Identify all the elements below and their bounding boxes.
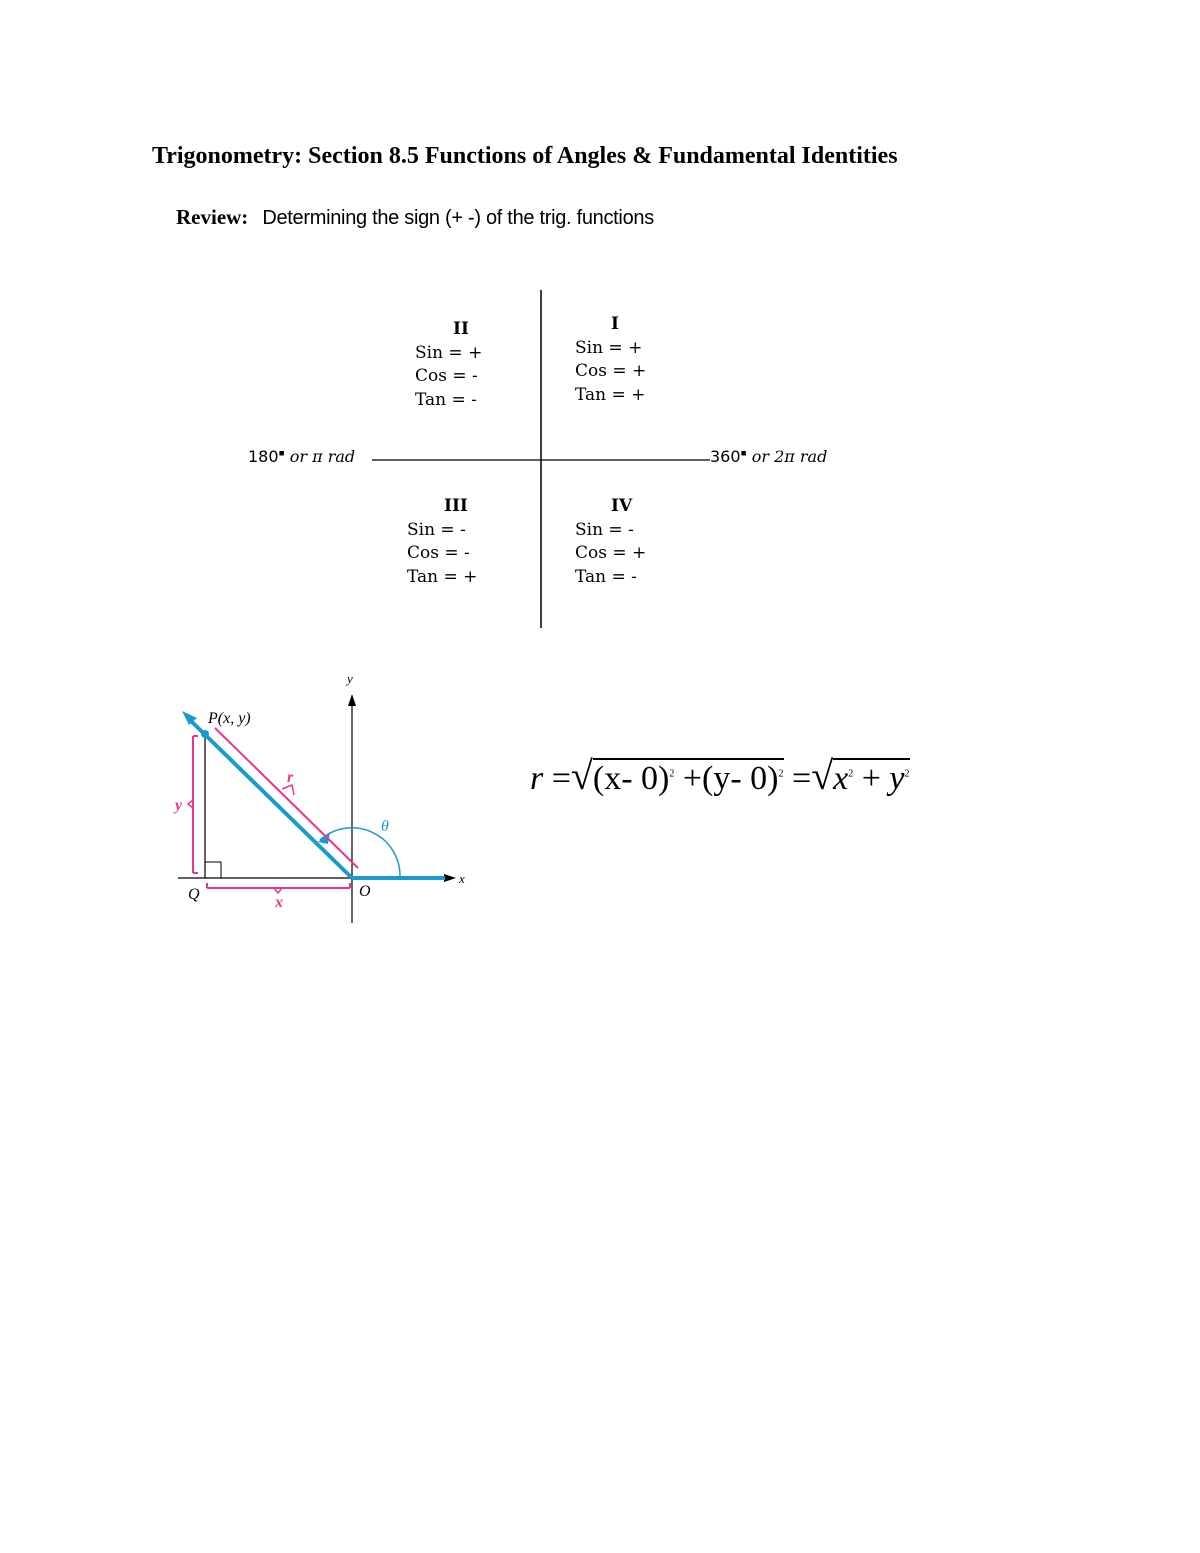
formula-exp-3: 2 [848, 768, 854, 780]
o-label: O [359, 883, 371, 900]
right-angle-marker [205, 862, 221, 878]
quadrant-iii-tan: Tan = + [407, 566, 478, 587]
axis-label-180-radians: or π rad [289, 447, 356, 466]
theta-label: θ [381, 818, 389, 835]
review-label: Review: [176, 205, 249, 229]
r-label: r [287, 769, 294, 786]
quadrant-iii-label: III [444, 496, 468, 516]
q-label: Q [188, 886, 200, 903]
terminal-ray [190, 720, 352, 878]
quadrant-ii-cos: Cos = - [415, 366, 478, 386]
page-title: Trigonometry: Section 8.5 Functions of Angles & Fundamental Identities [152, 143, 898, 169]
x-side-label: x [275, 894, 283, 911]
formula-r: r [530, 760, 544, 797]
quadrant-i-label: I [611, 314, 619, 334]
formula-plus-1: + [682, 760, 703, 797]
formula-term-y: (y- 0) [702, 760, 779, 797]
axis-label-180: 180▪ or π rad [248, 447, 356, 466]
x-axis-label: x [459, 871, 465, 886]
quadrant-i-sin: Sin = + [575, 337, 643, 358]
theta-arc [320, 828, 400, 876]
quadrant-iv-signs [575, 495, 646, 589]
quadrant-ii-signs [415, 318, 482, 412]
quadrant-ii-sin: Sin = + [415, 342, 483, 363]
quadrant-i-cos: Cos = + [575, 361, 647, 381]
quadrant-i-signs [575, 313, 646, 407]
quadrant-iv-cos: Cos = + [575, 543, 647, 563]
quadrant-iii-sin: Sin = - [407, 519, 466, 540]
quadrant-iv-label: IV [611, 496, 633, 516]
formula-equals-2: = [792, 760, 812, 797]
formula-x: x [833, 760, 849, 797]
axis-label-360-radians: or 2π rad [751, 447, 828, 466]
formula-exp-4: 2 [904, 768, 910, 780]
formula-plus-2: + [861, 760, 881, 797]
y-axis-label: y [347, 671, 353, 686]
formula-exp-1: 2 [669, 768, 675, 780]
point-p-label: P(x, y) [208, 710, 251, 727]
y-side-label: y [175, 797, 183, 814]
formula-y: y [889, 760, 905, 797]
r-brace-icon [282, 785, 294, 795]
axis-label-360: 360▪ or 2π rad [710, 447, 828, 466]
quadrant-ii-label: II [453, 319, 469, 339]
r-bracket [215, 728, 358, 868]
point-p-dot [201, 730, 209, 738]
quadrant-i-tan: Tan = + [575, 384, 646, 405]
x-axis-arrow-icon [444, 874, 456, 882]
quadrant-ii-tan: Tan = - [415, 389, 477, 410]
reference-triangle-diagram [170, 668, 480, 930]
sqrt-icon-2: √ [811, 753, 834, 798]
formula-term-x: (x- 0) [592, 760, 670, 797]
distance-formula [530, 752, 910, 799]
quadrant-iv-sin: Sin = - [575, 519, 634, 540]
axis-label-180-degrees: 180 [248, 447, 279, 466]
formula-exp-2: 2 [778, 768, 784, 780]
quadrant-iii-signs [407, 495, 477, 589]
formula-equals-1: = [551, 760, 571, 797]
y-axis-arrow-icon [348, 694, 356, 706]
axis-label-360-degrees: 360 [710, 447, 741, 466]
review-text: Determining the sign (+ -) of the trig. functions [262, 207, 654, 229]
quadrant-iv-tan: Tan = - [575, 566, 637, 587]
quadrant-iii-cos: Cos = - [407, 543, 470, 563]
sqrt-icon-1: √ [570, 753, 593, 798]
